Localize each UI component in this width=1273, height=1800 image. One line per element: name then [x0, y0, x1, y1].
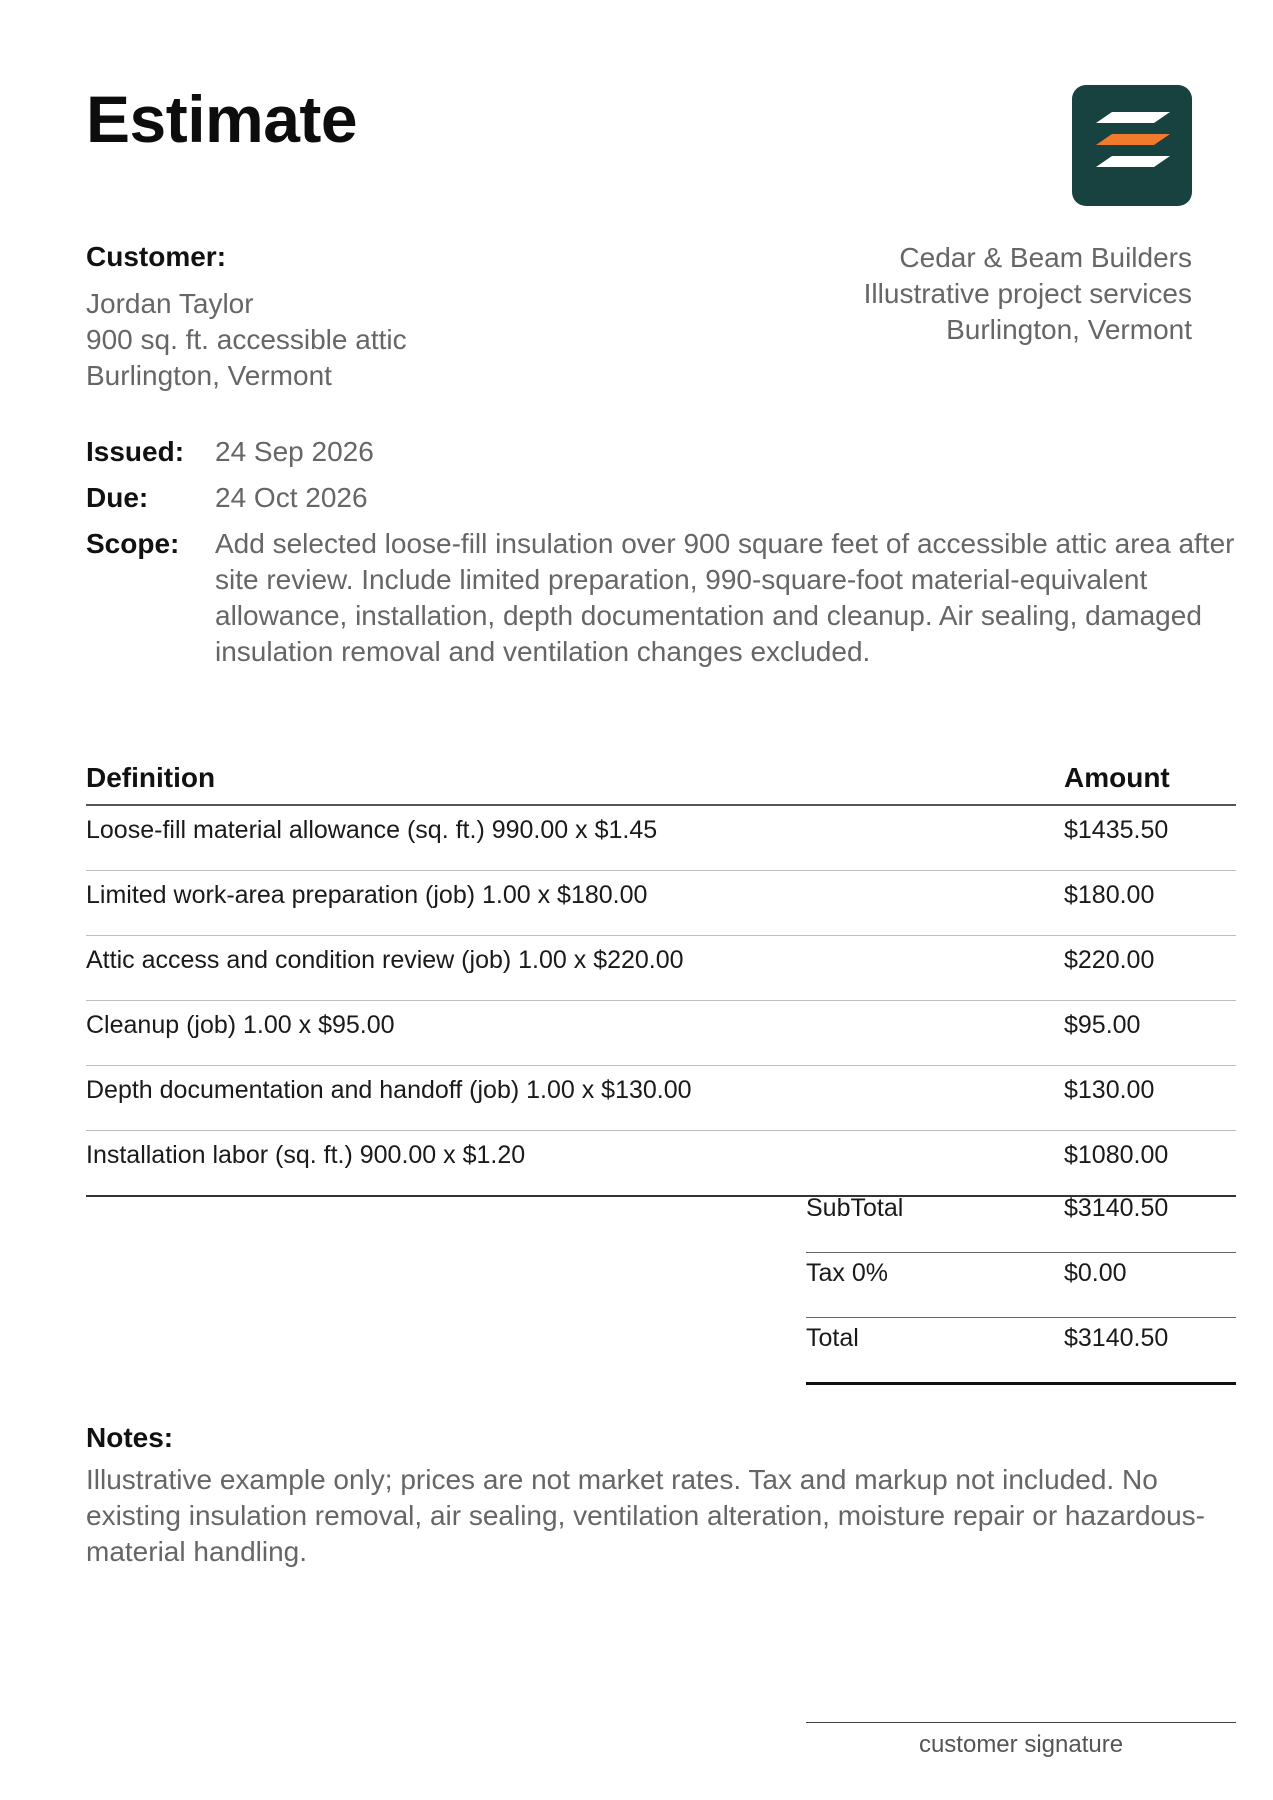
- item-amount: $1435.50: [1064, 816, 1169, 844]
- issued-value: 24 Sep 2026: [215, 436, 374, 467]
- company-logo: [1072, 85, 1192, 206]
- totals-block: [806, 1188, 1236, 1385]
- company-location: Burlington, Vermont: [946, 314, 1192, 345]
- company-block: [864, 240, 1192, 348]
- total-label: Total: [806, 1324, 859, 1352]
- company-name: Cedar & Beam Builders: [899, 242, 1192, 273]
- company-tagline: Illustrative project services: [863, 278, 1192, 309]
- item-amount: $95.00: [1064, 1011, 1141, 1039]
- tax-row: [806, 1253, 1236, 1318]
- due-label: Due:: [86, 482, 149, 513]
- subtotal-row: [806, 1188, 1236, 1253]
- item-amount: $130.00: [1064, 1076, 1155, 1104]
- table-row: [86, 936, 1236, 1001]
- issued-row: [86, 434, 1236, 470]
- customer-label: Customer:: [86, 241, 227, 272]
- table-row: [86, 1066, 1236, 1131]
- item-definition: Depth documentation and handoff (job) 1.00 x $130.00: [86, 1076, 692, 1104]
- scope-row: [86, 526, 1236, 670]
- table-row: [86, 871, 1236, 936]
- subtotal-value: $3140.50: [1064, 1194, 1169, 1222]
- item-amount: $1080.00: [1064, 1141, 1169, 1169]
- notes-block: [86, 1420, 1236, 1570]
- customer-project: 900 sq. ft. accessible attic: [86, 324, 407, 355]
- line-items-table: [86, 760, 1236, 1197]
- notes-text: Illustrative example only; prices are not market rates. Tax and markup not included. No existing insulation removal, air sealing, ventilation alteration, moisture repair or hazardous-material handling.: [86, 1464, 1206, 1567]
- table-row: [86, 806, 1236, 871]
- due-row: [86, 480, 1236, 516]
- item-definition: Limited work-area preparation (job) 1.00 x $180.00: [86, 881, 648, 909]
- total-row: [806, 1318, 1236, 1385]
- item-definition: Attic access and condition review (job) 1.00 x $220.00: [86, 946, 684, 974]
- scope-label: Scope:: [86, 528, 180, 559]
- item-definition: Loose-fill material allowance (sq. ft.) 990.00 x $1.45: [86, 816, 658, 844]
- item-definition: Installation labor (sq. ft.) 900.00 x $1.20: [86, 1141, 526, 1169]
- line-items-header: [86, 760, 1236, 806]
- due-value: 24 Oct 2026: [215, 482, 368, 513]
- estimate-meta: [86, 434, 1236, 680]
- issued-label: Issued:: [86, 436, 185, 467]
- document-title: Estimate: [86, 82, 358, 156]
- header-amount: Amount: [1064, 762, 1170, 793]
- item-amount: $180.00: [1064, 881, 1155, 909]
- item-amount: $220.00: [1064, 946, 1155, 974]
- customer-block: [86, 240, 407, 394]
- notes-label: Notes:: [86, 1422, 174, 1453]
- header-definition: Definition: [86, 762, 216, 793]
- scope-value: Add selected loose-fill insulation over 900 square feet of accessible attic area after site review. Include limited preparation, 990-square-foot material-equivalent allowance, installation, depth documentation and cleanup. Air sealing, damaged insulation removal and ventilation changes excluded.: [215, 528, 1235, 667]
- item-definition: Cleanup (job) 1.00 x $95.00: [86, 1011, 395, 1039]
- total-value: $3140.50: [1064, 1324, 1169, 1352]
- tax-label: Tax 0%: [806, 1259, 888, 1287]
- customer-name: Jordan Taylor: [86, 288, 254, 319]
- signature-line[interactable]: [806, 1722, 1236, 1759]
- customer-location: Burlington, Vermont: [86, 360, 332, 391]
- tax-value: $0.00: [1064, 1259, 1127, 1287]
- table-row: [86, 1001, 1236, 1066]
- signature-label: customer signature: [918, 1731, 1124, 1758]
- stacked-layers-logo-icon: [1072, 85, 1192, 206]
- subtotal-label: SubTotal: [806, 1194, 904, 1222]
